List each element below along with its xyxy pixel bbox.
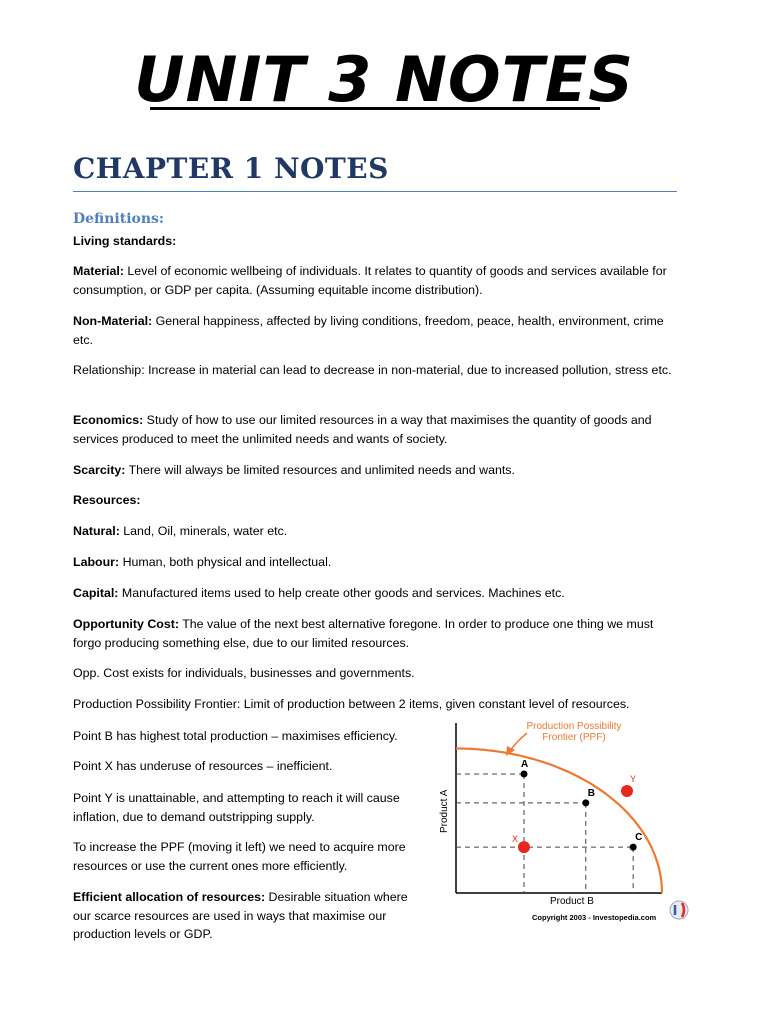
document-title: UNIT 3 NOTES: [134, 43, 634, 116]
chart-title-line: Production Possibility: [526, 721, 622, 732]
investopedia-logo-icon: [670, 901, 688, 919]
point-label-y: Y: [629, 774, 636, 784]
paragraph-natural: Natural: Land, Oil, minerals, water etc.: [73, 524, 288, 538]
chapter-divider: [73, 191, 677, 192]
guide-lines: [456, 774, 633, 893]
point-x: [518, 841, 530, 853]
chart-points: [512, 759, 642, 853]
x-axis-label: Product B: [550, 896, 594, 907]
point-label-c: C: [635, 832, 643, 844]
paragraph-opp-cost: Opp. Cost exists for individuals, businesses and governments.: [73, 666, 415, 680]
ppf-curve: [456, 749, 662, 894]
definitions-heading: Definitions:: [73, 211, 165, 227]
point-b: [582, 799, 589, 806]
paragraph-capital: Capital: Manufactured items used to help create other goods and services. Machines etc.: [73, 586, 565, 600]
paragraph-ppf: Production Possibility Frontier: Limit of production between 2 items, given constant level of resources.: [73, 697, 630, 711]
point-a: [520, 771, 527, 778]
paragraph-material: Material: Level of economic wellbeing of individuals. It relates to quantity of goods and services available for consumption, or GDP per capita. (Assuming equitable income distribution).: [73, 264, 667, 297]
y-axis-label: Product A: [439, 789, 450, 833]
paragraph-scarcity: Scarcity: There will always be limited resources and unlimited needs and wants.: [73, 463, 515, 477]
point-label-x: X: [511, 834, 518, 845]
paragraph-opportunity-cost: Opportunity Cost: The value of the next best alternative foregone. In order to produce one thing we must forgo producing something else, due to our limited resources.: [73, 617, 654, 650]
title-arrow: [510, 733, 527, 751]
paragraph-living-standards: Living standards:: [73, 234, 177, 248]
ppf-chart: [432, 715, 694, 930]
copyright-text: Copyright 2003 - Investopedia.com: [532, 913, 657, 922]
point-y: [621, 785, 633, 797]
chart-title-line: Frontier (PPF): [542, 732, 606, 743]
paragraph-non-material: Non-Material: General happiness, affected by living conditions, freedom, peace, health, environment, crime etc.: [73, 314, 664, 347]
paragraph-labour: Labour: Human, both physical and intellectual.: [73, 555, 332, 569]
title-underline: [150, 107, 600, 110]
chapter-heading: CHAPTER 1 NOTES: [73, 152, 389, 185]
paragraph-point-x: Point X has underuse of resources – inefficient.: [73, 759, 333, 773]
paragraph-point-y: Point Y is unattainable, and attempting to reach it will cause inflation, due to demand outstripping supply.: [73, 791, 400, 824]
paragraph-resources: Resources:: [73, 493, 141, 507]
paragraph-economics: Economics: Study of how to use our limited resources in a way that maximises the quantity of goods and services produced to meet the unlimited needs and wants of society.: [73, 413, 652, 446]
point-label-b: B: [587, 787, 596, 799]
point-label-a: A: [520, 759, 529, 770]
paragraph-efficient-allocation: Efficient allocation of resources: Desirable situation where our scarce resources are used in ways that maximise our production levels or GDP.: [73, 890, 408, 941]
paragraph-relationship: Relationship: Increase in material can lead to decrease in non-material, due to increased pollution, stress etc.: [73, 363, 672, 377]
paragraph-increase-ppf: To increase the PPF (moving it left) we need to acquire more resources or use the current ones more efficiently.: [73, 840, 406, 873]
paragraph-point-b: Point B has highest total production – maximises efficiency.: [73, 729, 398, 743]
point-c: [630, 844, 637, 851]
chart-title: [526, 721, 621, 743]
